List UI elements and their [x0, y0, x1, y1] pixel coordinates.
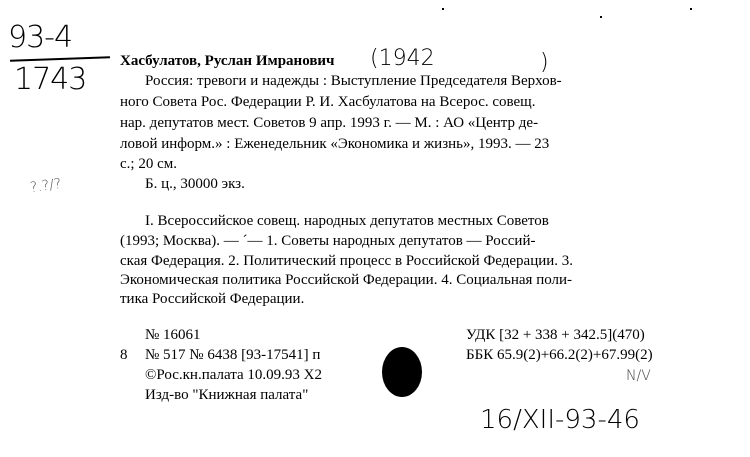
handwritten-year: (1942 — [370, 46, 435, 71]
subject-line: тика Российской Федерации. — [120, 291, 305, 307]
handwritten-close-paren: ) — [540, 50, 549, 75]
ink-blot — [382, 347, 422, 397]
bbk-code: ББК 65.9(2)+66.2(2)+67.99(2) — [466, 347, 653, 363]
title-line: ловой информ.» : Еженедельник «Экономика и жизнь», 1993. — 23 — [120, 136, 550, 152]
subject-line: I. Всероссийское совещ. народных депутатов местных Советов — [145, 213, 549, 229]
speck — [442, 8, 444, 10]
title-line: ного Совета Рос. Федерации Р. И. Хасбулатова на Всерос. совещ. — [120, 94, 536, 110]
subject-line: (1993; Москва). — ´— 1. Советы народных депутатов — Россий- — [120, 233, 536, 249]
margin-scribble: ?.?/? — [29, 175, 63, 197]
handwritten-mark: N/V — [626, 368, 651, 384]
order-numbers: № 517 № 6438 [93-17541] п — [145, 347, 321, 363]
speck — [690, 8, 692, 10]
author-heading: Хасбулатов, Руслан Имранович — [120, 53, 335, 69]
record-number: № 16061 — [145, 327, 201, 343]
shelfmark-top: 93-4 — [8, 20, 73, 55]
subject-line: Экономическая политика Российской Федерации. 4. Социальная поли- — [120, 272, 573, 288]
card-digit: 8 — [120, 347, 128, 363]
title-line: Россия: тревоги и надежды : Выступление Председателя Верхов- — [145, 73, 562, 89]
speck — [600, 16, 602, 18]
subject-line: ская Федерация. 2. Политический процесс в Российской Федерации. 3. — [120, 253, 574, 269]
udk-code: УДК [32 + 338 + 342.5](470) — [466, 327, 645, 343]
price-line: Б. ц., 30000 экз. — [145, 176, 245, 192]
publisher-line: Изд-во "Книжная палата" — [145, 387, 309, 403]
title-line: с.; 20 см. — [120, 156, 177, 172]
shelfmark-bottom: 1743 — [14, 62, 87, 97]
copyright-line: ©Рос.кн.палата 10.09.93 Х2 — [145, 367, 323, 383]
handwritten-number: 16/XII-93-46 — [480, 405, 640, 435]
title-line: нар. депутатов мест. Советов 9 апр. 1993 г. — М. : АО «Центр де- — [120, 115, 539, 131]
shelfmark-divider — [10, 56, 110, 61]
